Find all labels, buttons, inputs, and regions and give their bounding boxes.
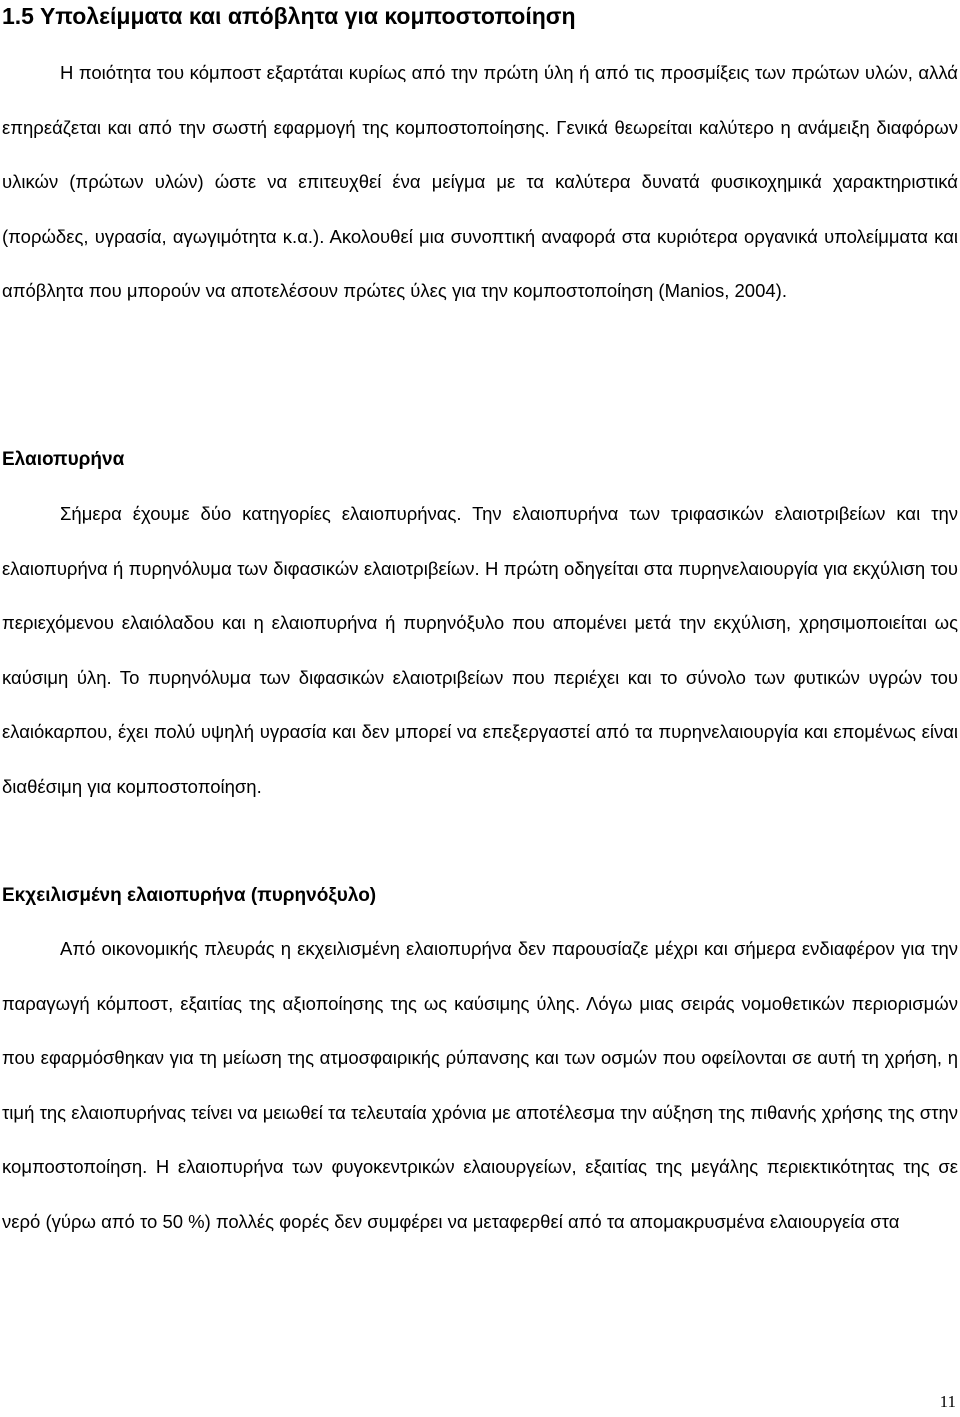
section-title: 1.5 Υπολείμματα και απόβλητα για κομποστοποίηση — [2, 3, 576, 29]
extracted-pomace-paragraph: Από οικονομικής πλευράς η εκχειλισμένη ελαιοπυρήνα δεν παρουσίαζε μέχρι και σήμερα ενδιαφέρον για την παραγωγή κόμποστ, εξαιτίας της αξιοποίησης της ως καύσιμης ύλης. Λόγω μιας σειράς νομοθετικών περιορισμών που εφαρμόσθηκαν για τη μείωση της ατμοσφαιρικής ρύπανσης και των οσμών που οφείλονται σε αυτή τη χρήση, η τιμή της ελαιοπυρήνας τείνει να μειωθεί τα τελευταία χρόνια με αποτέλεσμα την αύξηση της πιθανής χρήσης της στην κομποστοποίηση. Η ελαιοπυρήνα των φυγοκεντρικών ελαιουργείων, εξαιτίας της μεγάλης περιεκτικότητας της σε νερό (γύρω από το 50 %) πολλές φορές δεν συμφέρει να μεταφερθεί από τα απομακρυσμένα ελαιουργεία στα — [2, 938, 958, 1232]
olive-pomace-heading: Ελαιοπυρήνα — [2, 449, 125, 470]
olive-pomace-paragraph: Σήμερα έχουμε δύο κατηγορίες ελαιοπυρήνας. Την ελαιοπυρήνα των τριφασικών ελαιοτριβείων και την ελαιοπυρήνα ή πυρηνόλυμα των διφασικών ελαιοτριβείων. Η πρώτη οδηγείται στα πυρηνελαιουργία για εκχύλιση του περιεχόμενου ελαιόλαδου και η ελαιοπυρήνα ή πυρηνόξυλο που απομένει μετά την εκχύλιση, χρησιμοποιείται ως καύσιμη ύλη. Το πυρηνόλυμα των διφασικών ελαιοτριβείων που περιέχει και το σύνολο των φυτικών υγρών του ελαιόκαρπου, έχει πολύ υψηλή υγρασία και δεν μπορεί να επεξεργαστεί από τα πυρηνελαιουργία και επομένως είναι διαθέσιμη για κομποστοποίηση. — [2, 503, 958, 797]
page-number: 11 — [939, 1392, 956, 1411]
intro-paragraph: Η ποιότητα του κόμποστ εξαρτάται κυρίως από την πρώτη ύλη ή από τις προσμίξεις των πρώτων υλών, αλλά επηρεάζεται και από την σωστή εφαρμογή της κομποστοποίησης. Γενικά θεωρείται καλύτερο η ανάμειξη διαφόρων υλικών (πρώτων υλών) ώστε να επιτευχθεί ένα μείγμα με τα καλύτερα δυνατά φυσικοχημικά χαρακτηριστικά (πορώδες, υγρασία, αγωγιμότητα κ.α.). Ακολουθεί μια συνοπτική αναφορά στα κυριότερα οργανικά υπολείμματα και απόβλητα που μπορούν να αποτελέσουν πρώτες ύλες για την κομποστοποίηση (Manios, 2004). — [2, 62, 958, 302]
extracted-pomace-heading: Εκχειλισμένη ελαιοπυρήνα (πυρηνόξυλο) — [2, 885, 377, 906]
